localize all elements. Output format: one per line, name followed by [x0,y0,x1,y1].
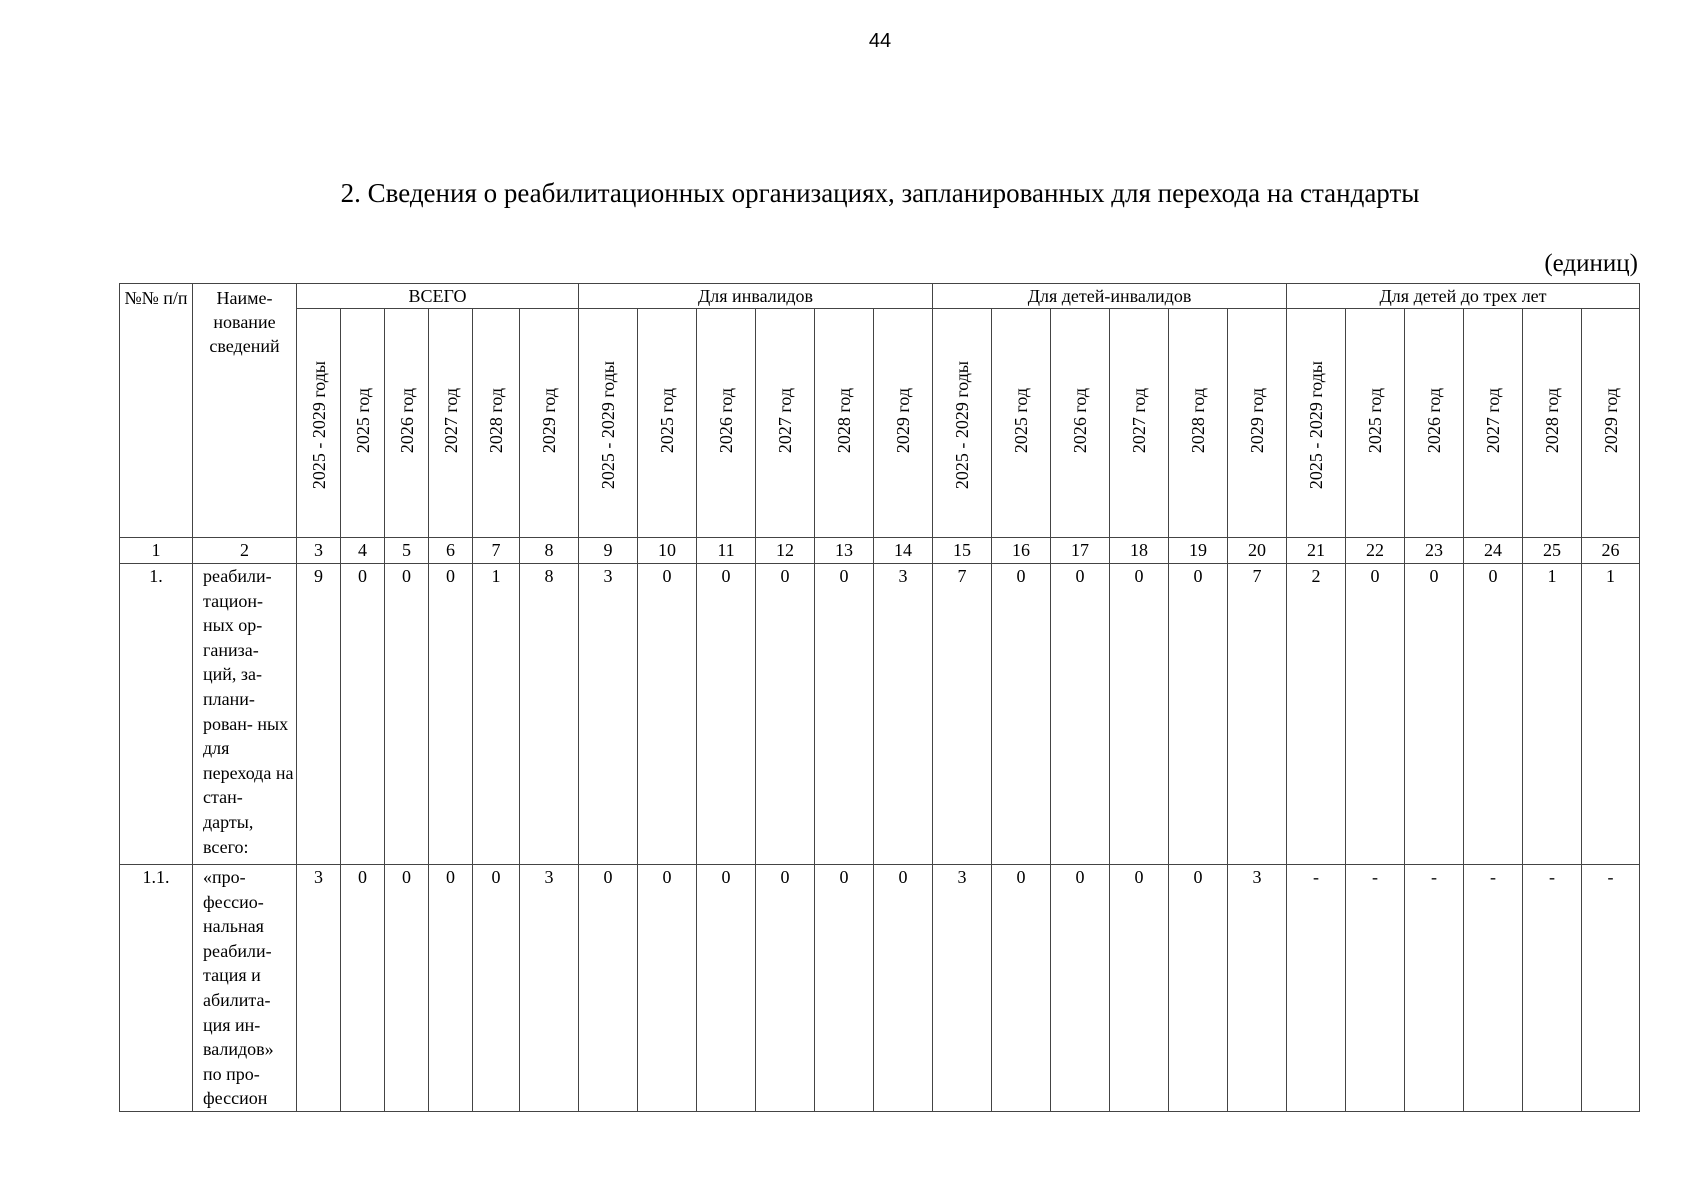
header-year-label: 2027 год [440,387,461,454]
header-year-label: 2029 год [539,387,559,454]
row-value: - [1346,865,1405,1112]
row-value: 0 [1051,564,1110,865]
header-year-row [120,309,1640,538]
header-year-cell [1287,309,1346,538]
row-value: 0 [756,865,815,1112]
column-number: 17 [1051,538,1110,564]
header-year-cell [1464,309,1523,538]
header-group-row [120,284,1640,309]
row-value: 0 [638,865,697,1112]
row-value: 0 [429,865,473,1112]
row-value: 9 [297,564,341,865]
header-year-cell [1228,309,1287,538]
row-value: 0 [341,564,385,865]
column-number: 7 [473,538,520,564]
header-year-cell [815,309,874,538]
row-name: реабили- тацион- ных ор- ганиза- ций, за- плани- рован- ных для перехода на стан- дарты, всего: [193,564,297,865]
row-value: 0 [1464,564,1523,865]
column-number: 9 [579,538,638,564]
header-group-total: ВСЕГО [297,284,579,309]
column-number: 8 [520,538,579,564]
header-year-label: 2027 год [775,387,795,454]
row-value: 8 [520,564,579,865]
header-year-cell [429,309,473,538]
row-value: 0 [385,865,429,1112]
row-value: 0 [1169,865,1228,1112]
column-number: 23 [1405,538,1464,564]
header-year-cell [297,309,341,538]
organizations-table [119,283,1640,1112]
header-year-label: 2028 год [1542,387,1563,454]
header-year-label: 2029 год [1600,387,1621,454]
header-year-label: 2025 - 2029 годы [598,361,618,490]
header-year-cell [341,309,385,538]
header-year-cell [473,309,520,538]
row-value: 3 [874,564,933,865]
column-number: 18 [1110,538,1169,564]
row-value: - [1523,865,1582,1112]
column-number: 12 [756,538,815,564]
row-value: 0 [992,865,1051,1112]
column-number: 1 [120,538,193,564]
row-value: 0 [1051,865,1110,1112]
row-value: 0 [1110,865,1169,1112]
header-year-cell [1169,309,1228,538]
row-value: 0 [473,865,520,1112]
row-value: - [1464,865,1523,1112]
header-year-label: 2026 год [1070,387,1091,454]
row-value: - [1582,865,1640,1112]
column-number: 2 [193,538,297,564]
header-year-cell [1405,309,1464,538]
row-value: 0 [697,564,756,865]
row-value: - [1287,865,1346,1112]
row-value: 1 [1523,564,1582,865]
header-year-label: 2028 год [834,387,854,454]
column-number-row [120,538,1640,564]
header-num: №№ п/п [120,284,193,538]
header-year-label: 2025 - 2029 годы [952,361,973,490]
header-year-label: 2026 год [396,387,417,454]
header-year-label: 2025 год [1365,387,1386,454]
document-title: 2. Сведения о реабилитационных организациях, запланированных для перехода на стандарты [340,178,1420,208]
row-value: 0 [815,564,874,865]
row-value: 0 [697,865,756,1112]
header-year-cell [874,309,933,538]
column-number: 11 [697,538,756,564]
header-year-cell [385,309,429,538]
row-value: 3 [297,865,341,1112]
row-value: 0 [385,564,429,865]
header-year-label: 2026 год [1424,387,1445,454]
row-value: 0 [815,865,874,1112]
header-year-label: 2025 год [352,387,373,454]
column-number: 10 [638,538,697,564]
row-value: 2 [1287,564,1346,865]
header-year-cell [1346,309,1405,538]
page-number: 44 [868,30,892,52]
row-value: 0 [429,564,473,865]
header-year-cell [638,309,697,538]
row-value: 3 [1228,865,1287,1112]
header-year-label: 2026 год [716,387,736,454]
column-number: 5 [385,538,429,564]
row-value: 7 [1228,564,1287,865]
column-number: 4 [341,538,385,564]
row-value: 7 [933,564,992,865]
row-value: 0 [1110,564,1169,865]
column-number: 3 [297,538,341,564]
column-number: 26 [1582,538,1640,564]
row-value: 1 [473,564,520,865]
header-year-cell [756,309,815,538]
row-number: 1.1. [120,865,193,1112]
header-year-cell [992,309,1051,538]
column-number: 25 [1523,538,1582,564]
row-value: - [1405,865,1464,1112]
row-value: 1 [1582,564,1640,865]
header-year-cell [697,309,756,538]
row-value: 0 [1405,564,1464,865]
row-value: 0 [992,564,1051,865]
header-year-label: 2028 год [1188,387,1209,454]
header-year-cell [579,309,638,538]
table-row [120,564,1640,865]
row-value: 3 [520,865,579,1112]
row-value: 0 [1169,564,1228,865]
header-year-label: 2029 год [893,387,914,454]
header-year-label: 2025 - 2029 годы [308,361,329,490]
header-year-cell [1582,309,1640,538]
column-number: 13 [815,538,874,564]
column-number: 6 [429,538,473,564]
header-year-cell [933,309,992,538]
header-year-cell [1110,309,1169,538]
table-row [120,865,1640,1112]
header-group-disabled-children: Для детей-инвалидов [933,284,1287,309]
column-number: 14 [874,538,933,564]
column-number: 15 [933,538,992,564]
header-year-label: 2025 - 2029 годы [1306,361,1327,490]
header-group-children-under-three: Для детей до трех лет [1287,284,1640,309]
header-year-label: 2027 год [1483,387,1504,454]
header-year-label: 2027 год [1129,387,1150,454]
header-year-cell [520,309,579,538]
column-number: 16 [992,538,1051,564]
header-name: Наиме- нование сведений [193,284,297,538]
row-value: 0 [341,865,385,1112]
row-value: 3 [933,865,992,1112]
header-year-cell [1051,309,1110,538]
row-value: 0 [1346,564,1405,865]
header-year-label: 2028 год [486,387,506,454]
column-number: 24 [1464,538,1523,564]
header-year-label: 2029 год [1247,387,1268,454]
column-number: 22 [1346,538,1405,564]
row-value: 3 [579,564,638,865]
header-year-cell [1523,309,1582,538]
row-number: 1. [120,564,193,865]
column-number: 20 [1228,538,1287,564]
header-year-label: 2025 год [1011,387,1032,454]
header-year-label: 2025 год [657,387,677,454]
row-value: 0 [756,564,815,865]
row-value: 0 [638,564,697,865]
row-value: 0 [579,865,638,1112]
row-value: 0 [874,865,933,1112]
units-label: (единиц) [1544,250,1638,277]
row-name: «про- фессио- нальная реабили- тация и абилита- ция ин- валидов» по про- фессион [193,865,297,1112]
column-number: 21 [1287,538,1346,564]
column-number: 19 [1169,538,1228,564]
header-group-disabled: Для инвалидов [579,284,933,309]
